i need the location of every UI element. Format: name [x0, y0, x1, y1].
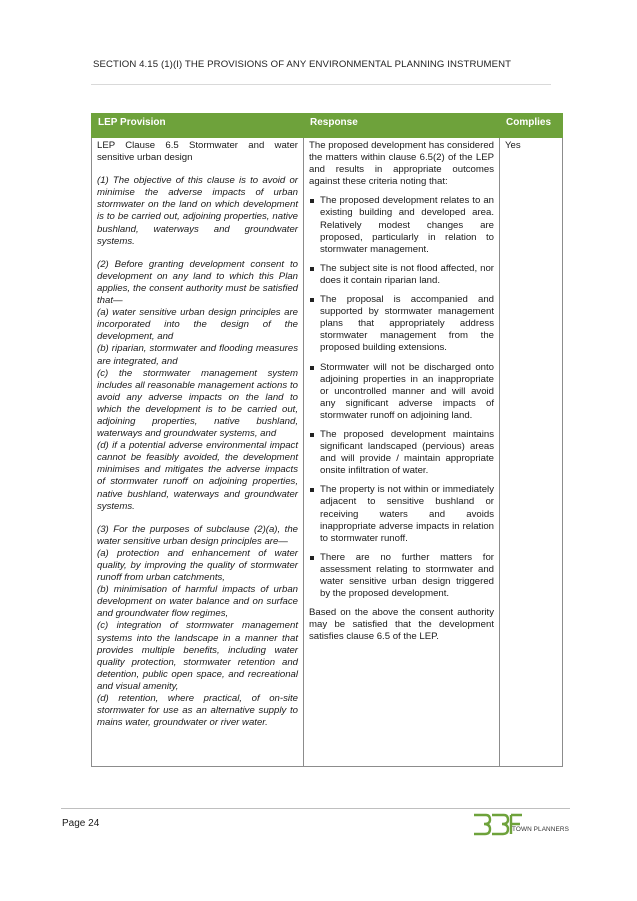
list-item: The proposed development relates to an existing building and developed area. Relatively modest changes are proposed, particularly in relation to stormwater management. — [309, 195, 494, 255]
subclause-3-b: (b) minimisation of harmful impacts of urban development on water balance and on surface and groundwater flow regimes, — [97, 584, 298, 620]
footer-divider — [61, 808, 570, 809]
logo-glyph-3b — [492, 815, 508, 834]
lep-provisions-table — [91, 113, 563, 767]
column-header-complies: Complies — [500, 114, 563, 138]
table-row — [92, 138, 563, 767]
complies-value: Yes — [505, 140, 521, 151]
list-item: The subject site is not flood affected, nor does it contain riparian land. — [309, 263, 494, 287]
provision-heading: LEP Clause 6.5 Stormwater and water sensitive urban design — [97, 140, 298, 164]
subclause-3-a: (a) protection and enhancement of water quality, by improving the quality of stormwater runoff from urban catchments, — [97, 547, 298, 584]
subclause-2-d: (d) if a potential adverse environmental impact cannot be feasibly avoided, the development minimises and mitigates the adverse impacts of stormwater runoff on adjoining properties, native bushland, waterways and groundwater systems. — [97, 440, 298, 512]
provision-objective: (1) The objective of this clause is to avoid or minimise the adverse impacts of urban stormwater on the land on which development is to be carried out, adjoining properties, native bushland, waterways and groundwater systems. — [97, 175, 298, 247]
response-conclusion: Based on the above the consent authority may be satisfied that the development satisfies clause 6.5 of the LEP. — [309, 607, 494, 643]
logo-glyph-3a — [474, 815, 490, 834]
section-title: SECTION 4.15 (1)(I) THE PROVISIONS OF ANY ENVIRONMENTAL PLANNING INSTRUMENT — [93, 59, 512, 70]
subclause-2-intro: (2) Before granting development consent to development on any land to which this Plan applies, the consent authority must be satisfied that— — [97, 258, 298, 307]
logo-text: TOWN PLANNERS — [512, 826, 569, 833]
page-number: Page 24 — [62, 818, 100, 829]
subclause-2-a: (a) water sensitive urban design principles are incorporated into the design of the development, and — [97, 307, 298, 343]
response-cell — [304, 138, 500, 767]
subclause-3-c: (c) integration of stormwater management systems into the landscape in a manner that provides multiple benefits, including water quality protection, stormwater retention and detention, public open space, and recreational and visual amenity, — [97, 620, 298, 692]
table-header-row — [92, 114, 563, 138]
list-item: The proposal is accompanied and supported by stormwater management plans that appropriately address stormwater management from the proposed building extensions. — [309, 294, 494, 354]
list-item: The proposed development maintains significant landscaped (pervious) areas and will provide / maintain appropriate onsite infiltration of water. — [309, 429, 494, 477]
column-header-lep-provision: LEP Provision — [92, 114, 304, 138]
column-header-response: Response — [304, 114, 500, 138]
complies-cell — [500, 138, 563, 767]
response-bullet-list — [309, 195, 494, 600]
list-item: The property is not within or immediately adjacent to sensitive bushland or receiving waters and avoids inappropriate adverse impacts in relation to stormwater runoff. — [309, 484, 494, 544]
provision-cell — [92, 138, 304, 767]
subclause-3-intro: (3) For the purposes of subclause (2)(a), the water sensitive urban design principles are— — [97, 523, 298, 547]
list-item: There are no further matters for assessment relating to stormwater and water sensitive urban design triggered by the proposed development. — [309, 552, 494, 600]
response-intro: The proposed development has considered the matters within clause 6.5(2) of the LEP and results in appropriate outcomes against these criteria noting that: — [309, 140, 494, 188]
list-item: Stormwater will not be discharged onto adjoining properties in an inappropriate or uncontrolled manner and will avoid any significant adverse impacts of stormwater runoff on adjoining land. — [309, 362, 494, 422]
header-divider — [91, 84, 551, 85]
subclause-2-b: (b) riparian, stormwater and flooding measures are integrated, and — [97, 343, 298, 367]
company-logo — [472, 812, 568, 838]
subclause-2-c: (c) the stormwater management system includes all reasonable management actions to avoid any adverse impacts on the land to which the development is to be carried out, adjoining properties, native bushland, waterways and groundwater systems, and — [97, 367, 298, 440]
subclause-3-d: (d) retention, where practical, of on-site stormwater for use as an alternative supply to mains water, groundwater or river water. — [97, 693, 298, 729]
